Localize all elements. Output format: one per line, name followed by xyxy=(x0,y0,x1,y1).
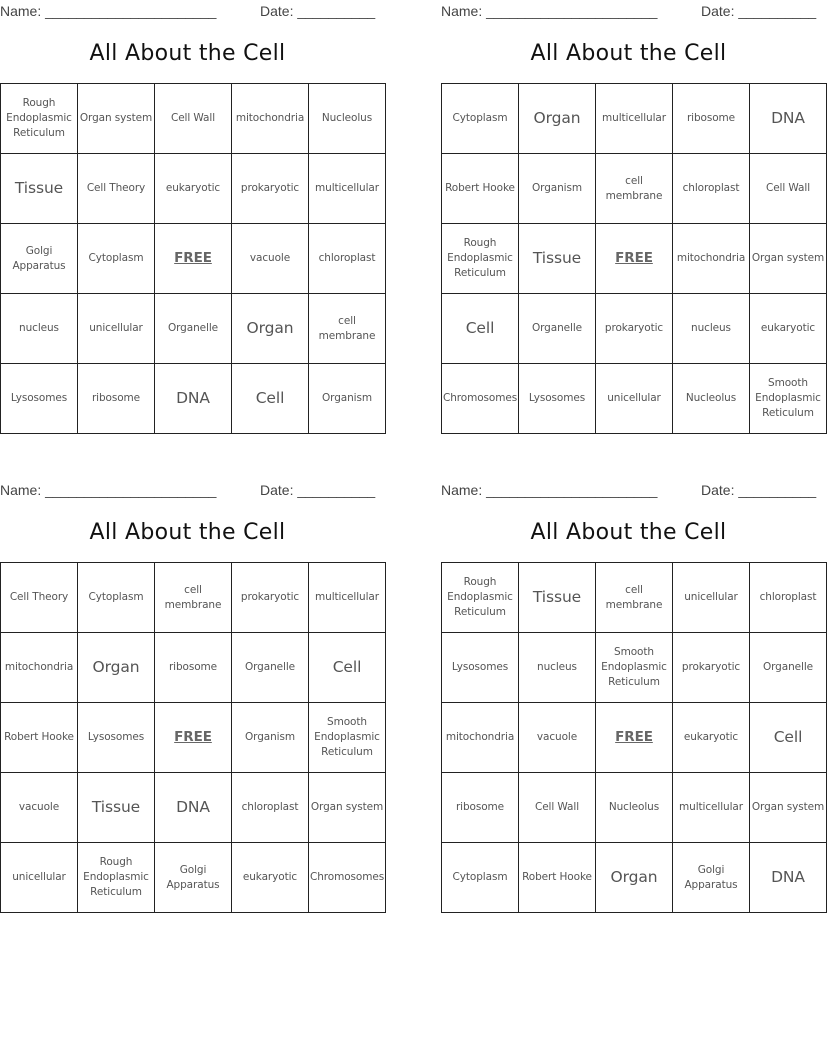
bingo-cell: mitochondria xyxy=(442,703,519,773)
bingo-cell: cell membrane xyxy=(596,154,673,224)
bingo-cell: unicellular xyxy=(596,364,673,434)
bingo-cell: nucleus xyxy=(519,633,596,703)
bingo-cell: Rough Endoplasmic Reticulum xyxy=(442,224,519,294)
bingo-cell: Chromosomes xyxy=(442,364,519,434)
grid-row xyxy=(442,224,827,294)
bingo-cell: DNA xyxy=(750,84,827,154)
grid-row xyxy=(442,773,827,843)
bingo-cell: Cytoplasm xyxy=(78,224,155,294)
bingo-cell: Organ system xyxy=(750,224,827,294)
bingo-cell: DNA xyxy=(155,773,232,843)
bingo-cell: chloroplast xyxy=(750,563,827,633)
bingo-cell: Organelle xyxy=(155,294,232,364)
name-field-label: Name: ______________________ xyxy=(441,3,658,19)
bingo-cell: Robert Hooke xyxy=(442,154,519,224)
bingo-cell: cell membrane xyxy=(309,294,386,364)
name-field-label: Name: ______________________ xyxy=(0,3,217,19)
bingo-cell: nucleus xyxy=(1,294,78,364)
bingo-cell: Organ system xyxy=(78,84,155,154)
grid-row xyxy=(442,294,827,364)
grid-row xyxy=(1,703,386,773)
grid-row xyxy=(1,154,386,224)
bingo-cell: multicellular xyxy=(309,154,386,224)
bingo-cell: vacuole xyxy=(1,773,78,843)
name-date-line xyxy=(441,482,816,498)
bingo-cell: Cell xyxy=(442,294,519,364)
card-title: All About the Cell xyxy=(530,520,727,545)
bingo-cell: Golgi Apparatus xyxy=(1,224,78,294)
bingo-grid xyxy=(441,83,827,434)
name-field-label: Name: ______________________ xyxy=(0,482,217,498)
grid-row xyxy=(442,364,827,434)
card-title: All About the Cell xyxy=(530,41,727,66)
bingo-cell: mitochondria xyxy=(1,633,78,703)
grid-row xyxy=(442,84,827,154)
bingo-cell: mitochondria xyxy=(232,84,309,154)
bingo-cell: Cell Wall xyxy=(155,84,232,154)
bingo-cell: Tissue xyxy=(78,773,155,843)
bingo-cell: Organ system xyxy=(750,773,827,843)
name-date-line xyxy=(0,482,375,498)
bingo-cell: cell membrane xyxy=(155,563,232,633)
bingo-cell: Organism xyxy=(309,364,386,434)
bingo-cell: Lysosomes xyxy=(1,364,78,434)
bingo-card-2 xyxy=(441,0,825,440)
bingo-cell: unicellular xyxy=(1,843,78,913)
date-field-label: Date: __________ xyxy=(260,3,376,19)
bingo-cell: Cell Theory xyxy=(1,563,78,633)
bingo-cell: ribosome xyxy=(673,84,750,154)
bingo-cell: vacuole xyxy=(232,224,309,294)
bingo-cell: Cell Theory xyxy=(78,154,155,224)
grid-row xyxy=(1,84,386,154)
bingo-cell: prokaryotic xyxy=(232,154,309,224)
bingo-cell: eukaryotic xyxy=(155,154,232,224)
bingo-cell: DNA xyxy=(155,364,232,434)
bingo-cell: Nucleolus xyxy=(309,84,386,154)
bingo-cell: eukaryotic xyxy=(673,703,750,773)
date-field-label: Date: __________ xyxy=(260,482,376,498)
bingo-cell: chloroplast xyxy=(232,773,309,843)
bingo-cell: Smooth Endoplasmic Reticulum xyxy=(309,703,386,773)
bingo-cell: eukaryotic xyxy=(750,294,827,364)
bingo-cell: Organelle xyxy=(232,633,309,703)
name-date-line xyxy=(0,3,375,19)
name-date-line xyxy=(441,3,816,19)
bingo-cell: Smooth Endoplasmic Reticulum xyxy=(596,633,673,703)
bingo-cell: chloroplast xyxy=(673,154,750,224)
bingo-cell: Cell xyxy=(232,364,309,434)
bingo-cell: Golgi Apparatus xyxy=(155,843,232,913)
bingo-cell: unicellular xyxy=(673,563,750,633)
grid-row xyxy=(1,224,386,294)
bingo-cell: Rough Endoplasmic Reticulum xyxy=(1,84,78,154)
bingo-cell: Organ xyxy=(596,843,673,913)
bingo-grid xyxy=(441,562,827,913)
bingo-cell: multicellular xyxy=(673,773,750,843)
bingo-cell: nucleus xyxy=(673,294,750,364)
bingo-cell: Nucleolus xyxy=(596,773,673,843)
bingo-card-4 xyxy=(441,479,825,919)
bingo-cell: unicellular xyxy=(78,294,155,364)
card-title: All About the Cell xyxy=(89,41,286,66)
grid-row xyxy=(442,154,827,224)
grid-row xyxy=(1,843,386,913)
bingo-cell: Organism xyxy=(519,154,596,224)
bingo-cell: Cell xyxy=(309,633,386,703)
bingo-cell: ribosome xyxy=(442,773,519,843)
free-space-cell: FREE xyxy=(155,224,232,294)
grid-row xyxy=(1,563,386,633)
bingo-cell: multicellular xyxy=(309,563,386,633)
bingo-cell: multicellular xyxy=(596,84,673,154)
free-space-cell: FREE xyxy=(155,703,232,773)
bingo-cell: Robert Hooke xyxy=(1,703,78,773)
bingo-cell: Rough Endoplasmic Reticulum xyxy=(442,563,519,633)
grid-row xyxy=(442,563,827,633)
bingo-cell: Rough Endoplasmic Reticulum xyxy=(78,843,155,913)
bingo-cell: prokaryotic xyxy=(673,633,750,703)
bingo-cell: cell membrane xyxy=(596,563,673,633)
grid-row xyxy=(1,633,386,703)
bingo-cell: Organ system xyxy=(309,773,386,843)
bingo-cell: Cytoplasm xyxy=(78,563,155,633)
bingo-cell: vacuole xyxy=(519,703,596,773)
bingo-card-3 xyxy=(0,479,385,919)
bingo-cell: Cell xyxy=(750,703,827,773)
bingo-cell: Tissue xyxy=(519,224,596,294)
bingo-cell: Tissue xyxy=(519,563,596,633)
free-space-cell: FREE xyxy=(596,224,673,294)
bingo-cell: Chromosomes xyxy=(309,843,386,913)
bingo-cell: Organelle xyxy=(750,633,827,703)
bingo-cell: Robert Hooke xyxy=(519,843,596,913)
bingo-cell: Organism xyxy=(232,703,309,773)
grid-row xyxy=(442,633,827,703)
bingo-cell: Smooth Endoplasmic Reticulum xyxy=(750,364,827,434)
grid-row xyxy=(442,843,827,913)
bingo-grid xyxy=(0,562,386,913)
bingo-cell: Lysosomes xyxy=(442,633,519,703)
bingo-cell: Organelle xyxy=(519,294,596,364)
bingo-cell: Cell Wall xyxy=(519,773,596,843)
bingo-cell: Cell Wall xyxy=(750,154,827,224)
bingo-card-1 xyxy=(0,0,379,440)
bingo-cell: eukaryotic xyxy=(232,843,309,913)
bingo-cell: Cytoplasm xyxy=(442,843,519,913)
bingo-cell: Organ xyxy=(519,84,596,154)
bingo-cell: Cytoplasm xyxy=(442,84,519,154)
grid-row xyxy=(1,294,386,364)
bingo-cell: DNA xyxy=(750,843,827,913)
date-field-label: Date: __________ xyxy=(701,482,817,498)
bingo-cell: Lysosomes xyxy=(519,364,596,434)
grid-row xyxy=(1,773,386,843)
bingo-cell: Organ xyxy=(232,294,309,364)
bingo-cell: ribosome xyxy=(78,364,155,434)
bingo-cell: Organ xyxy=(78,633,155,703)
bingo-cell: ribosome xyxy=(155,633,232,703)
bingo-cell: Nucleolus xyxy=(673,364,750,434)
bingo-cell: chloroplast xyxy=(309,224,386,294)
bingo-grid xyxy=(0,83,386,434)
grid-row xyxy=(1,364,386,434)
name-field-label: Name: ______________________ xyxy=(441,482,658,498)
free-space-cell: FREE xyxy=(596,703,673,773)
bingo-cell: Golgi Apparatus xyxy=(673,843,750,913)
date-field-label: Date: __________ xyxy=(701,3,817,19)
card-title: All About the Cell xyxy=(89,520,286,545)
bingo-cell: Tissue xyxy=(1,154,78,224)
bingo-cell: prokaryotic xyxy=(596,294,673,364)
bingo-cell: mitochondria xyxy=(673,224,750,294)
grid-row xyxy=(442,703,827,773)
bingo-cell: prokaryotic xyxy=(232,563,309,633)
bingo-cell: Lysosomes xyxy=(78,703,155,773)
